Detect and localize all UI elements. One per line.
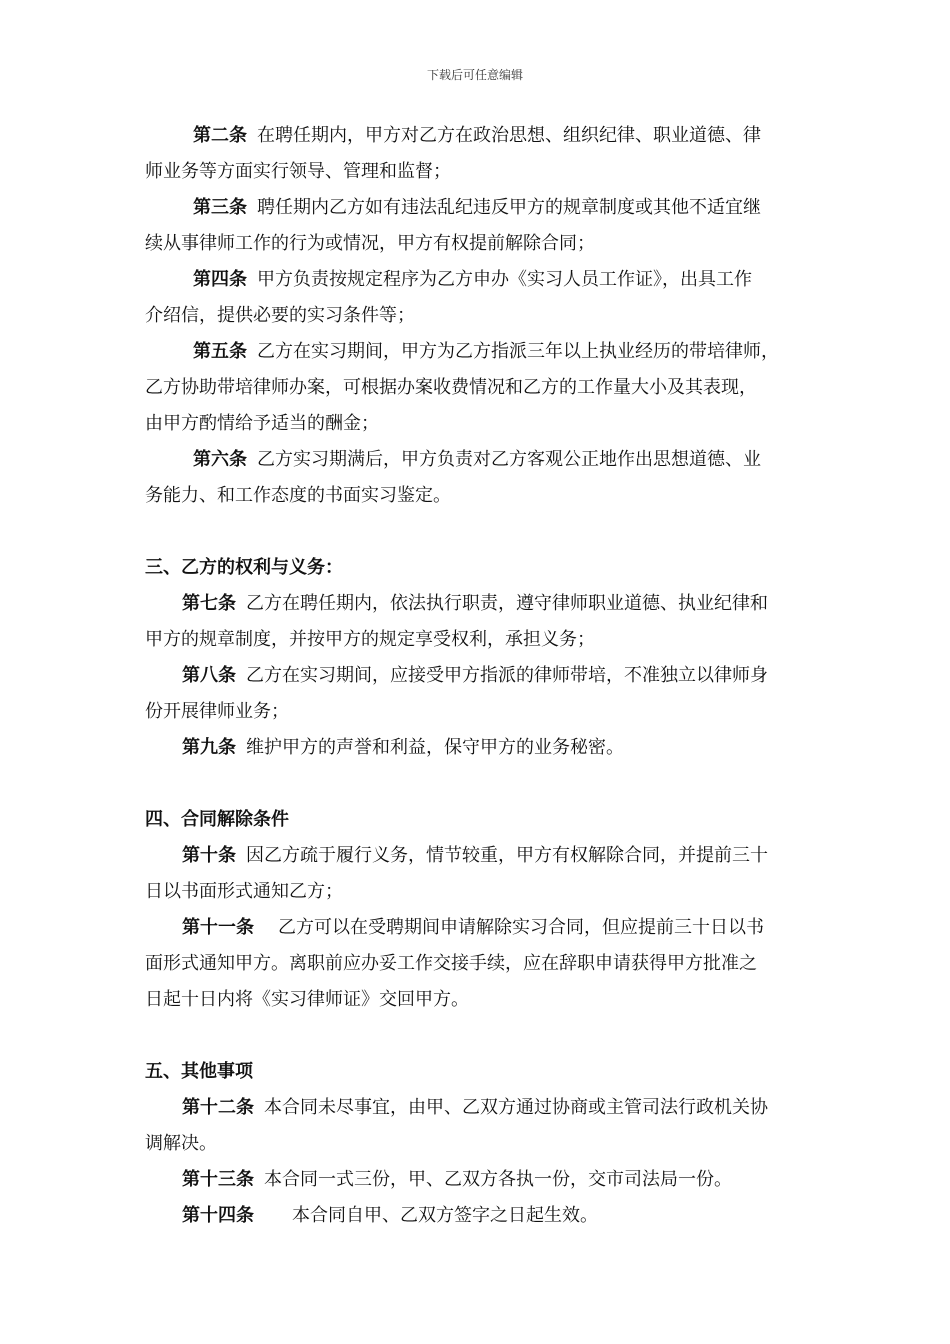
article-12 <box>145 1090 810 1162</box>
section-heading-3: 三、乙方的权利与义务： <box>145 557 343 578</box>
article-text: 乙方在实习期间，甲方为乙方指派三年以上执业经历的带培律师， <box>257 341 779 362</box>
article-label: 第十二条 <box>182 1097 254 1118</box>
article-text: 介绍信，提供必要的实习条件等； <box>145 305 415 326</box>
article-5 <box>145 334 810 442</box>
article-text: 本合同未尽事宜，由甲、乙双方通过协商或主管司法行政机关协 <box>264 1097 768 1118</box>
article-8 <box>145 658 810 730</box>
article-13 <box>145 1162 810 1198</box>
article-text: 乙方协助带培律师办案，可根据办案收费情况和乙方的工作量大小及其表现， <box>145 377 757 398</box>
article-text: 本合同一式三份，甲、乙双方各执一份，交市司法局一份。 <box>264 1169 732 1190</box>
article-text: 务能力、和工作态度的书面实习鉴定。 <box>145 485 451 506</box>
article-14 <box>145 1198 810 1234</box>
article-text: 甲方负责按规定程序为乙方申办《实习人员工作证》，出具工作 <box>257 269 752 290</box>
article-11 <box>145 910 810 1018</box>
article-text: 份开展律师业务； <box>145 701 289 722</box>
article-text: 日起十日内将《实习律师证》交回甲方。 <box>145 989 469 1010</box>
article-9 <box>145 730 810 766</box>
document-body <box>145 118 810 1234</box>
article-label: 第五条 <box>193 341 247 362</box>
article-text: 聘任期内乙方如有违法乱纪违反甲方的规章制度或其他不适宜继 <box>257 197 761 218</box>
article-label: 第三条 <box>193 197 247 218</box>
article-text: 维护甲方的声誉和利益，保守甲方的业务秘密。 <box>246 737 624 758</box>
article-text: 由甲方酌情给予适当的酬金； <box>145 413 379 434</box>
article-label: 第八条 <box>182 665 236 686</box>
article-label: 第七条 <box>182 593 236 614</box>
article-text: 在聘任期内，甲方对乙方在政治思想、组织纪律、职业道德、律 <box>257 125 761 146</box>
page-header: 下载后可任意编辑 <box>426 68 523 82</box>
article-label: 第十三条 <box>182 1169 254 1190</box>
section-heading-5: 五、其他事项 <box>145 1061 253 1082</box>
article-label: 第九条 <box>182 737 236 758</box>
article-3 <box>145 190 810 262</box>
article-label: 第四条 <box>193 269 247 290</box>
article-text: 乙方在实习期间，应接受甲方指派的律师带培，不准独立以律师身 <box>246 665 768 686</box>
article-text: 乙方在聘任期内，依法执行职责，遵守律师职业道德、执业纪律和 <box>246 593 768 614</box>
article-label: 第二条 <box>193 125 247 146</box>
article-10 <box>145 838 810 910</box>
article-label: 第十一条 <box>182 917 254 938</box>
article-text: 本合同自甲、乙双方签字之日起生效。 <box>292 1205 598 1226</box>
article-2 <box>145 118 810 190</box>
article-text: 续从事律师工作的行为或情况，甲方有权提前解除合同； <box>145 233 595 254</box>
article-7 <box>145 586 810 658</box>
article-text: 调解决。 <box>145 1133 217 1154</box>
article-text: 乙方可以在受聘期间申请解除实习合同，但应提前三十日以书 <box>278 917 764 938</box>
article-text: 日以书面形式通知乙方； <box>145 881 343 902</box>
article-text: 甲方的规章制度，并按甲方的规定享受权利，承担义务； <box>145 629 595 650</box>
article-6 <box>145 442 810 514</box>
article-4 <box>145 262 810 334</box>
article-text: 乙方实习期满后，甲方负责对乙方客观公正地作出思想道德、业 <box>257 449 761 470</box>
article-label: 第十四条 <box>182 1205 254 1226</box>
article-text: 因乙方疏于履行义务，情节较重，甲方有权解除合同，并提前三十 <box>246 845 768 866</box>
article-text: 面形式通知甲方。离职前应办妥工作交接手续，应在辞职申请获得甲方批准之 <box>145 953 757 974</box>
section-heading-4: 四、合同解除条件 <box>145 809 289 830</box>
article-text: 师业务等方面实行领导、管理和监督； <box>145 161 451 182</box>
article-label: 第十条 <box>182 845 236 866</box>
article-label: 第六条 <box>193 449 247 470</box>
